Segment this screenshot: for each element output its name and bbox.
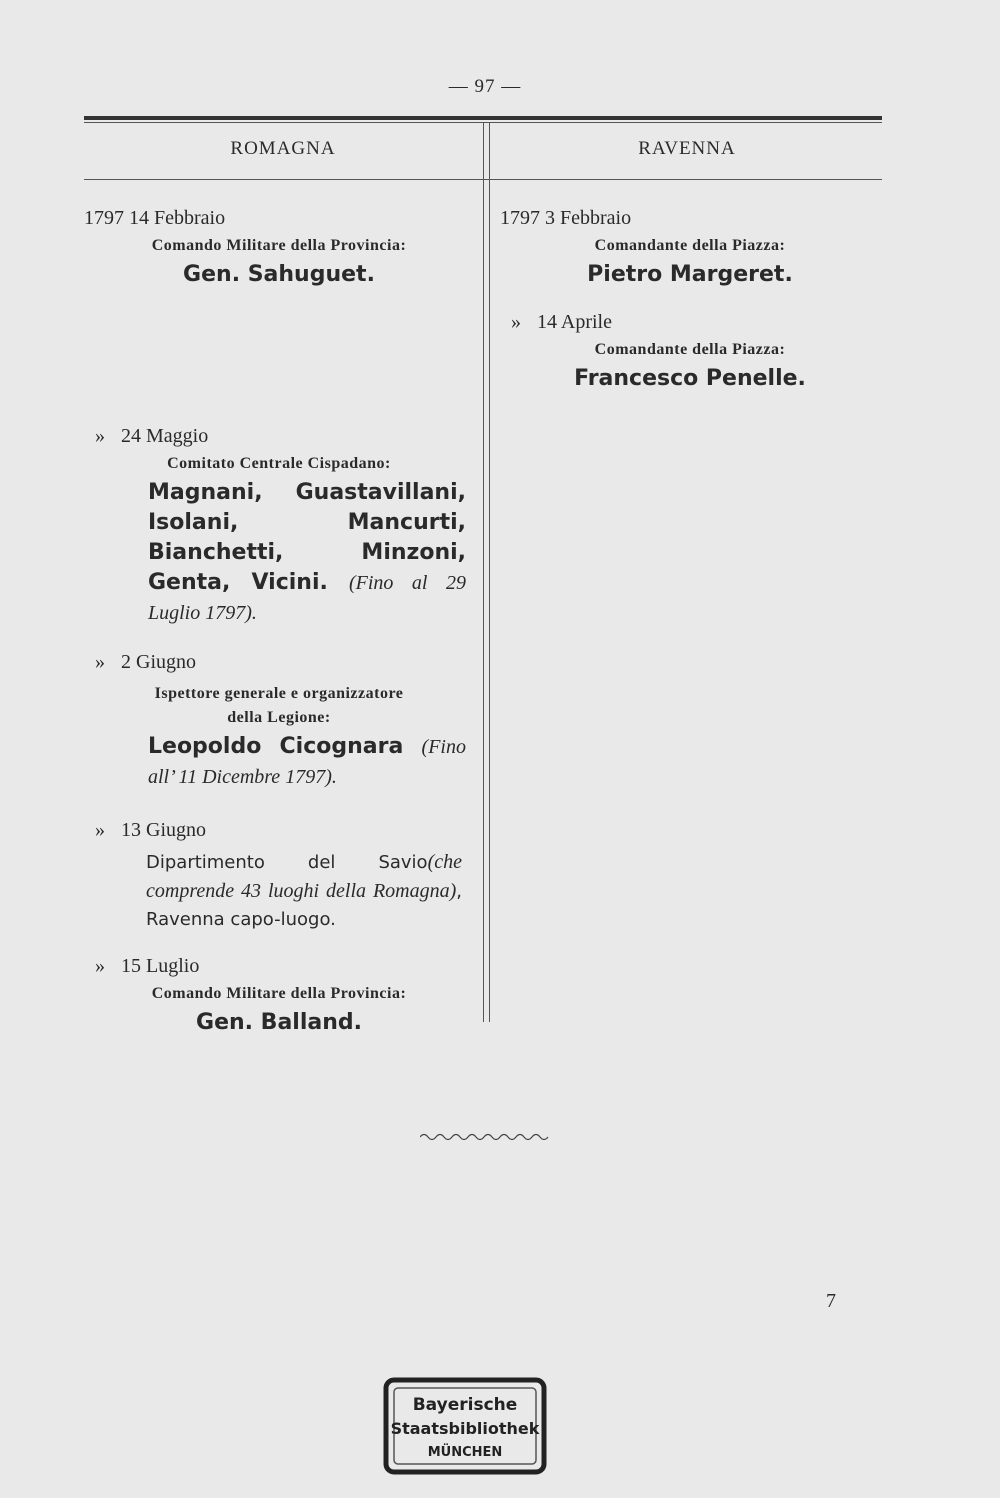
text-italic: (che comprende 43 luoghi della Romagna) <box>146 851 462 902</box>
entry-names: Pietro Margeret. <box>587 262 793 287</box>
entry-role: Comandante della Piazza: <box>594 237 786 254</box>
entry-comitato <box>84 422 474 628</box>
entry-role: Comitato Centrale Cispadano: <box>167 455 391 472</box>
ditto-mark: » <box>95 425 105 447</box>
text-end: , Ravenna capo-luogo. <box>146 881 462 930</box>
entry-date: 1797 14 Febbraio <box>84 207 226 229</box>
ditto-mark: » <box>95 955 105 977</box>
text-start: Dipartimento del Savio <box>146 852 428 873</box>
entry-date <box>84 952 474 980</box>
entry-names <box>84 732 474 792</box>
top-rule <box>84 116 882 120</box>
page-number: — 97 — <box>448 76 522 97</box>
entry-cicognara <box>84 648 474 792</box>
entry-names <box>84 478 474 628</box>
ditto-mark: » <box>95 819 105 841</box>
ditto-mark: » <box>95 651 105 673</box>
entry-date-text: 24 Maggio <box>121 425 209 447</box>
entry-role: Comando Militare della Provincia: <box>151 985 407 1002</box>
entry-role-line1: Ispettore generale e organizzatore <box>154 685 404 702</box>
left-column <box>84 204 474 1038</box>
entry-date-text: 13 Giugno <box>121 819 206 841</box>
entry-text <box>84 848 474 934</box>
names-note: (Fino al 29 Luglio 1797). <box>148 572 466 624</box>
entry-names: Gen. Sahuguet. <box>183 262 375 287</box>
wavy-ornament <box>420 1130 550 1144</box>
library-stamp <box>382 1376 548 1476</box>
entry-date <box>84 816 474 844</box>
entry-savio <box>84 816 474 934</box>
ditto-mark: » <box>511 311 521 333</box>
sheet-number: 7 <box>826 1290 836 1312</box>
entry-date-text: 14 Aprile <box>537 311 612 333</box>
column-divider <box>483 122 490 1022</box>
entry-role: Comandante della Piazza: <box>594 341 786 358</box>
entry-role-line2: della Legione: <box>227 709 331 726</box>
entry-date-text: 2 Giugno <box>121 651 196 673</box>
entry-sahuguet <box>84 204 474 290</box>
right-column <box>500 204 880 394</box>
column-header-left: ROMAGNA <box>230 138 336 159</box>
names-text: Leopoldo Cicognara <box>148 734 404 759</box>
entry-date <box>84 422 474 450</box>
svg-text:Bayerische: Bayerische <box>412 1395 518 1415</box>
names-text: Magnani, Guastavillani, Isolani, Mancurti, Bianchetti, Minzoni, Genta, Vicini. <box>148 480 466 595</box>
entry-margeret <box>500 204 880 290</box>
svg-text:Staatsbibliothek: Staatsbibliothek <box>390 1419 540 1438</box>
entry-date <box>500 308 880 336</box>
svg-text:MÜNCHEN: MÜNCHEN <box>427 1445 503 1460</box>
entry-date-text: 15 Luglio <box>121 955 200 977</box>
entry-names: Francesco Penelle. <box>574 366 806 391</box>
entry-role: Comando Militare della Provincia: <box>151 237 407 254</box>
entry-date: 1797 3 Febbraio <box>500 207 632 229</box>
entry-balland <box>84 952 474 1038</box>
entry-names: Gen. Balland. <box>196 1010 362 1035</box>
entry-penelle <box>500 308 880 394</box>
column-header-right: RAVENNA <box>638 138 736 159</box>
names-note: (Fino all’ 11 Dicembre 1797). <box>148 736 466 788</box>
entry-date <box>84 648 474 676</box>
